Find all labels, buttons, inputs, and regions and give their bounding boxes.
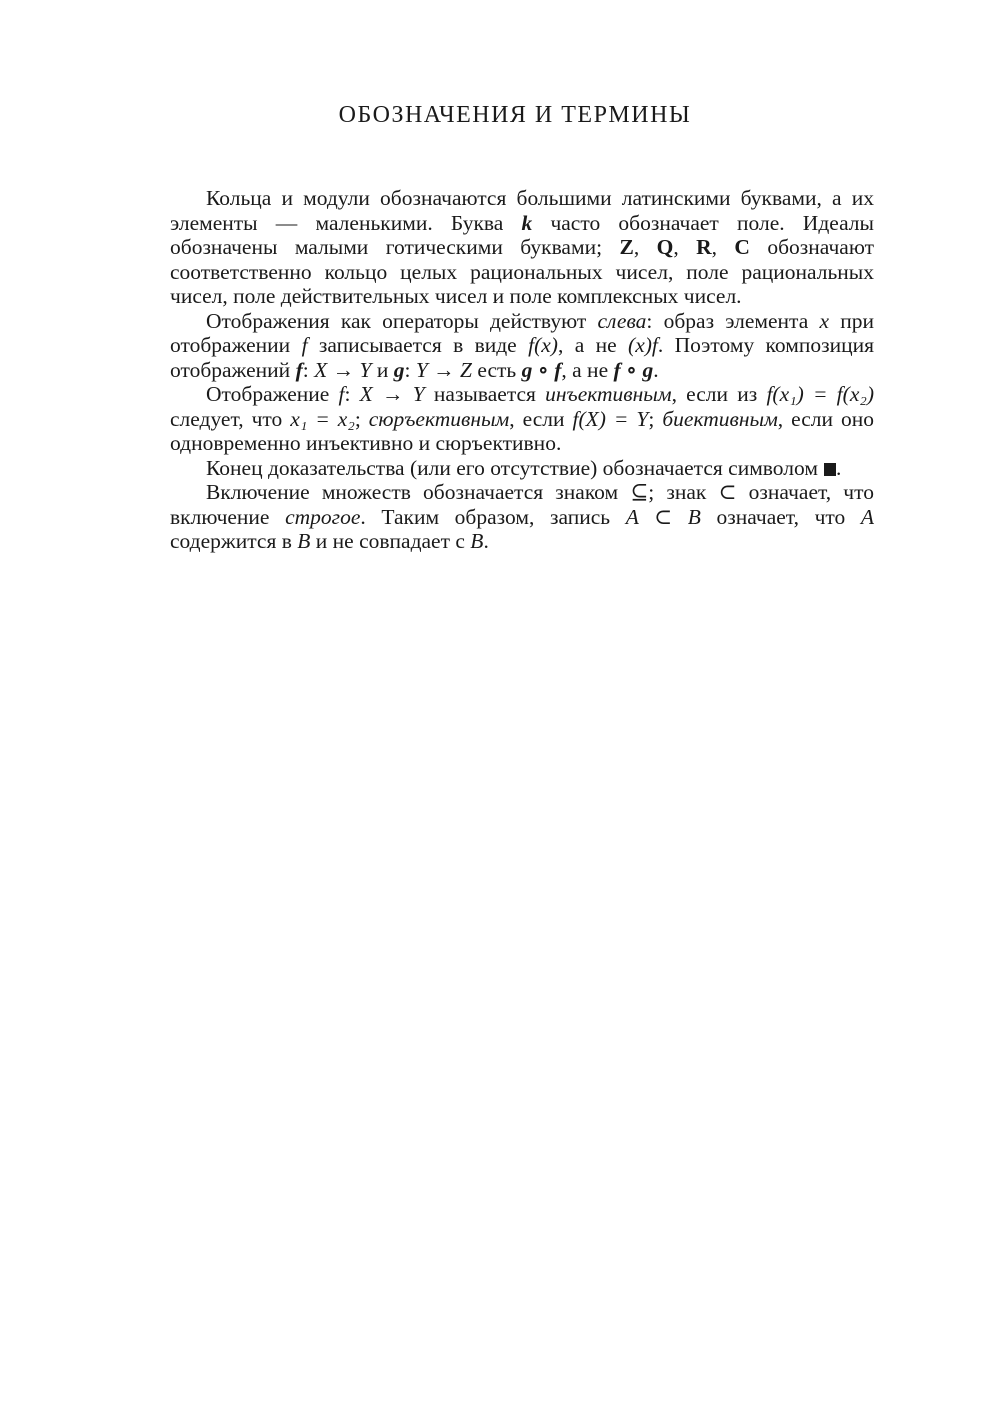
math-expression: f(x₁) = f(x₂): [766, 382, 874, 406]
math-symbol: Q: [656, 235, 674, 259]
text-span: записывается в виде: [307, 333, 529, 357]
text-span: называется: [424, 382, 546, 406]
text-span: . Поэтому композиция отображений: [170, 333, 875, 382]
math-expression: Y → Z: [415, 357, 472, 382]
page-title: ОБОЗНАЧЕНИЯ И ТЕРМИНЫ: [338, 102, 692, 128]
math-symbol: B: [470, 529, 484, 553]
text-span: содержится в: [170, 529, 298, 553]
math-expression: f(X) = Y: [572, 406, 649, 431]
text-span: .: [653, 357, 659, 382]
text-span: . Таким образом, запись: [360, 504, 626, 529]
math-symbol: B: [297, 529, 311, 553]
math-symbol: A: [860, 504, 874, 529]
text-span: :: [404, 357, 416, 382]
math-symbol: C: [734, 235, 750, 259]
text-span: , а не: [561, 357, 614, 382]
text-span: ;: [354, 406, 369, 431]
math-symbol: f: [295, 357, 303, 382]
text-span: означает, что: [700, 504, 861, 529]
text-span: Конец доказательства (или его отсутствие) обозначается символом: [206, 455, 818, 480]
paragraph-mappings: [170, 309, 874, 383]
text-span: .: [835, 455, 842, 480]
text-span: Включение множеств обозначается знаком ⊆; знак ⊂ означает, что включение: [170, 480, 874, 529]
text-span: ;: [648, 406, 663, 431]
text-span: следует, что: [170, 406, 291, 431]
text-span: обозначают соответственно кольцо целых рациональных чисел, поле рациональных чисел, поле действительных чисел и поле комплексных чисел.: [170, 235, 875, 308]
math-symbol: k: [521, 210, 533, 235]
emphasis-text: слева: [597, 308, 647, 333]
text-span: :: [344, 382, 360, 406]
text-span: , если: [509, 406, 573, 431]
text-span: и не совпадает с: [310, 529, 471, 553]
end-of-proof-square-icon: [824, 463, 836, 476]
text-span: Отображение: [206, 382, 339, 406]
emphasis-text: строгое: [285, 504, 361, 529]
math-expression: (x)f: [628, 333, 658, 357]
math-symbol: g: [393, 357, 405, 382]
text-span: : образ элемента: [646, 308, 820, 333]
math-expression: x₁ = x₂: [290, 406, 355, 431]
math-symbol: x: [819, 308, 830, 333]
text-span: , если из: [671, 382, 767, 406]
body-text: [170, 186, 874, 554]
text-span: :: [302, 357, 315, 382]
text-span: при отображении: [170, 308, 874, 357]
emphasis-text: сюръективным: [368, 406, 510, 431]
math-symbol: f: [301, 333, 308, 357]
math-symbol: Z: [619, 235, 634, 259]
math-expression: X → Y: [314, 357, 372, 382]
text-span: .: [483, 529, 489, 553]
paragraph-inclusion: [170, 480, 874, 554]
text-span: ,: [711, 235, 735, 259]
math-symbol: f: [338, 382, 345, 406]
paragraph-end-of-proof: [170, 456, 874, 481]
math-expression: f(x): [528, 333, 558, 357]
math-symbol: R: [696, 235, 712, 259]
text-span: Кольца и модули обозначаются большими латинскими буквами, а их элементы — маленькими. Буква: [170, 186, 874, 235]
emphasis-text: биективным: [662, 406, 778, 431]
emphasis-text: инъективным: [545, 382, 672, 406]
text-span: ,: [633, 235, 657, 259]
math-expression: X → Y: [359, 382, 425, 406]
text-span: Отображения как операторы действуют: [206, 308, 598, 333]
text-span: и: [371, 357, 394, 382]
text-span: ,: [673, 235, 697, 259]
math-expression: g ∘ f: [521, 357, 562, 382]
paragraph-notation-rings: [170, 186, 874, 309]
paragraph-injective: [170, 382, 874, 456]
text-span: часто обозначает поле. Идеалы обозначены малыми готическими буквами;: [170, 210, 874, 259]
math-expression: A ⊂ B: [625, 504, 701, 529]
math-expression: f ∘ g: [613, 357, 654, 382]
text-span: , если оно одновременно инъективно и сюръективно.: [170, 406, 875, 455]
text-span: , а не: [557, 333, 629, 357]
text-span: есть: [472, 357, 522, 382]
